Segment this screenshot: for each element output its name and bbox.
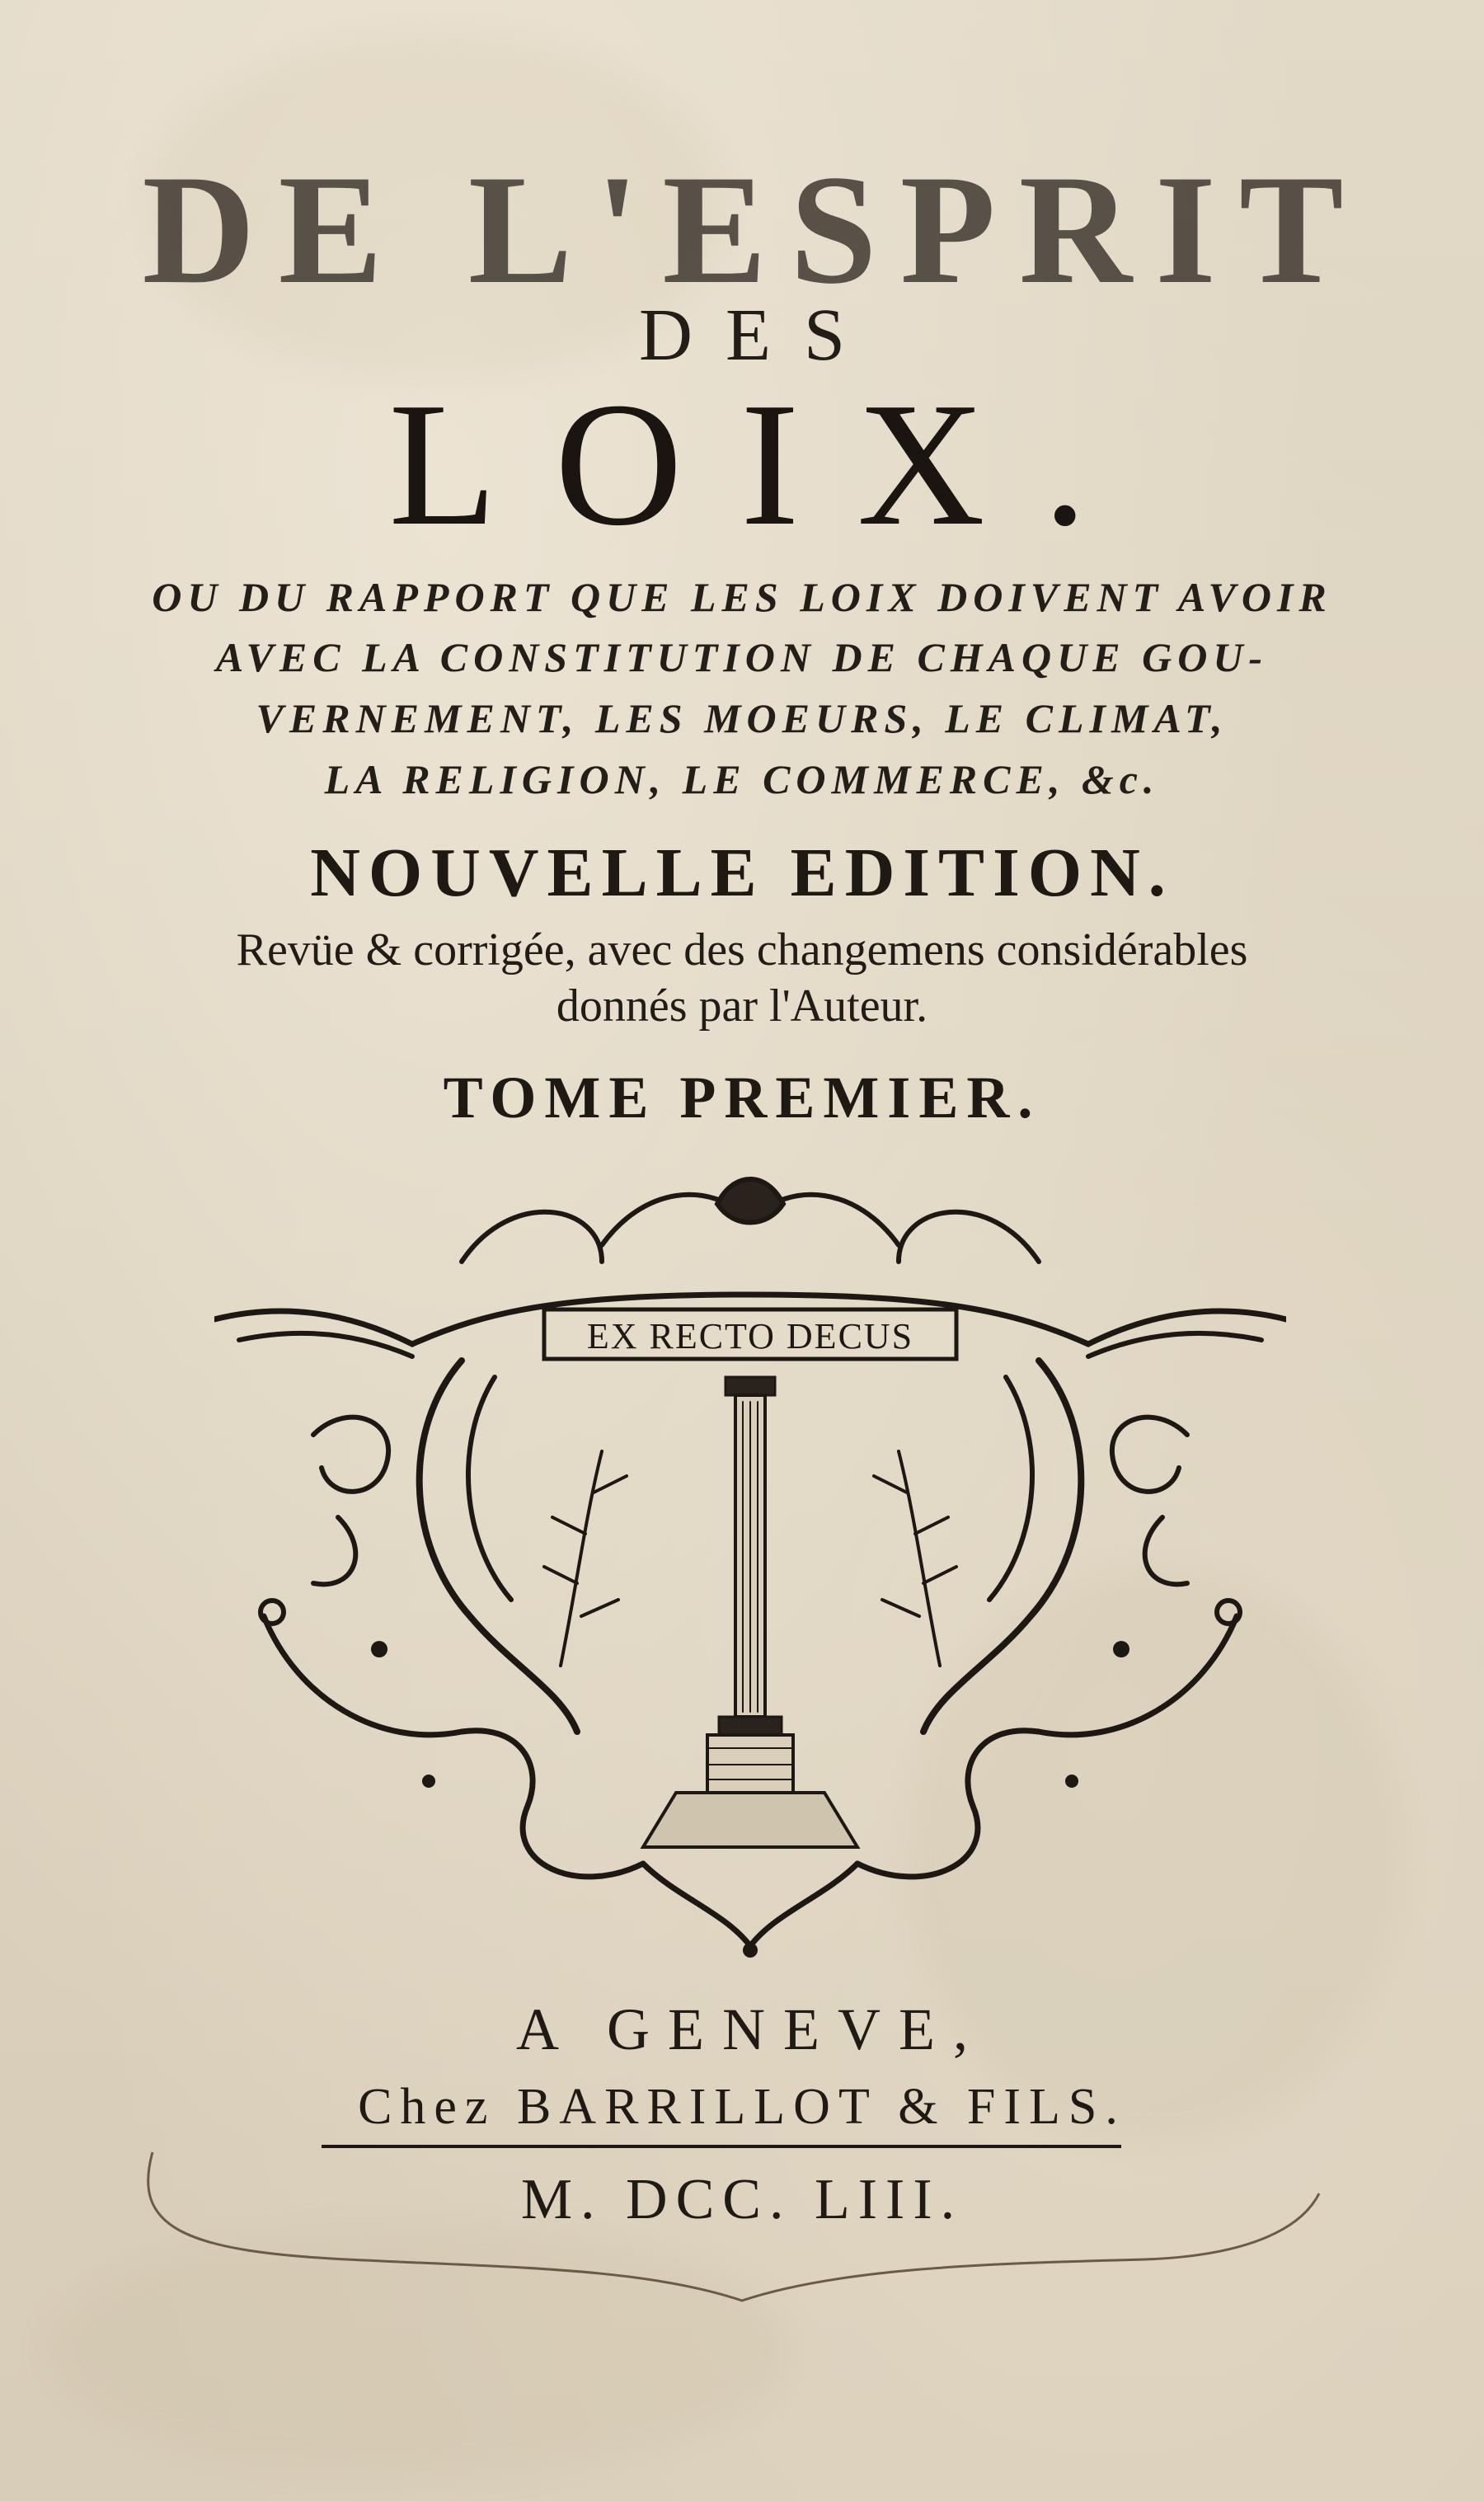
volume-label: TOME PREMIER.: [443, 1065, 1041, 1131]
paper-stain: [49, 2226, 791, 2474]
subtitle-line: LA RELIGION, LE COMMERCE, &c.: [324, 756, 1160, 802]
revision-note: Revüe & corrigée, avec des changemens considérables: [236, 924, 1248, 975]
title-line-loix: LOIX.: [388, 365, 1145, 562]
subtitle-line: VERNEMENT, LES MOEURS, LE CLIMAT,: [256, 695, 1228, 741]
revision-note: donnés par l'Auteur.: [556, 980, 928, 1032]
imprint-place: A GENEVE,: [516, 1996, 986, 2062]
title-line-des: DES: [638, 294, 879, 376]
vignette-motto: EX RECTO DECUS: [586, 1316, 914, 1356]
edition-heading: NOUVELLE EDITION.: [310, 834, 1174, 911]
subtitle-line: OU DU RAPPORT QUE LES LOIX DOIVENT AVOIR: [152, 574, 1332, 620]
title-line-faded: DE L'ESPRIT: [142, 143, 1367, 317]
imprint-printer: Chez BARRILLOT & FILS.: [358, 2079, 1126, 2135]
imprint-date: M. DCC. LIII.: [520, 2168, 964, 2231]
subtitle-line: AVEC LA CONSTITUTION DE CHAQUE GOU-: [215, 634, 1269, 680]
column-cartouche-icon: [214, 1154, 1286, 1963]
